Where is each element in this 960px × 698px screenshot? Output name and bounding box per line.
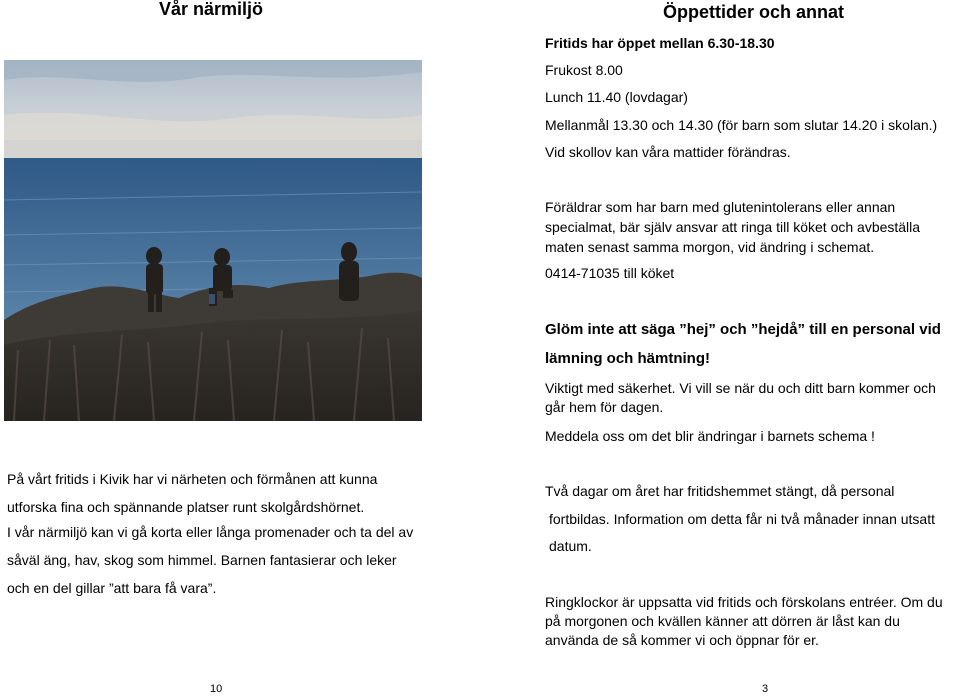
hours-heading: Fritids har öppet mellan 6.30-18.30 xyxy=(545,35,775,51)
doorbell-line-3: använda de så kommer vi och öppnar för er. xyxy=(545,632,819,648)
hours-holiday-note: Vid skollov kan våra mattider förändras. xyxy=(545,144,791,160)
body-line-4: såväl äng, hav, skog som himmel. Barnen fantasierar och leker xyxy=(7,552,397,568)
safety-line-1: Viktigt med säkerhet. Vi vill se när du och ditt barn kommer och xyxy=(545,380,936,396)
greeting-line-1: Glöm inte att säga ”hej” och ”hejdå” till en personal vid xyxy=(545,321,941,338)
body-line-1: På vårt fritids i Kivik har vi närheten och förmånen att kunna xyxy=(7,471,378,487)
right-page-number: 3 xyxy=(762,683,769,695)
hours-snack: Mellanmål 13.30 och 14.30 (för barn som slutar 14.20 i skolan.) xyxy=(545,117,938,133)
left-page-title: Vår närmiljö xyxy=(159,0,264,19)
body-line-2: utforska fina och spännande platser runt skolgårdshörnet. xyxy=(7,499,365,515)
doorbell-line-1: Ringklockor är uppsatta vid fritids och förskolans entréer. Om du xyxy=(545,594,943,610)
greeting-line-2: lämning och hämtning! xyxy=(545,350,710,367)
schedule-note: Meddela oss om det blir ändringar i barnets schema ! xyxy=(545,428,875,444)
body-line-5: och en del gillar ”att bara få vara”. xyxy=(7,580,217,596)
coastal-photo xyxy=(4,60,422,421)
closed-line-2: fortbildas. Information om detta får ni två månader innan utsatt xyxy=(549,511,935,527)
body-line-3: I vår närmiljö kan vi gå korta eller långa promenader och ta del av xyxy=(7,524,414,540)
allergy-line-1: Föräldrar som har barn med glutenintolerans eller annan xyxy=(545,199,896,215)
allergy-line-2: specialmat, bär själv ansvar att ringa till köket och avbeställa xyxy=(545,219,921,235)
left-page-number: 10 xyxy=(210,683,223,695)
kitchen-phone: 0414-71035 till köket xyxy=(545,265,675,281)
safety-line-2: går hem för dagen. xyxy=(545,399,664,415)
closed-line-3: datum. xyxy=(549,538,592,554)
hours-lunch: Lunch 11.40 (lovdagar) xyxy=(545,89,688,105)
doorbell-line-2: på morgonen och kvällen känner att dörren är låst kan du xyxy=(545,613,900,629)
right-page-title: Öppettider och annat xyxy=(663,2,845,22)
allergy-line-3: maten senast samma morgon, vid ändring i schemat. xyxy=(545,239,875,255)
coastal-photo-icon xyxy=(4,60,422,421)
hours-breakfast: Frukost 8.00 xyxy=(545,62,623,78)
closed-line-1: Två dagar om året har fritidshemmet stängt, då personal xyxy=(545,483,895,499)
